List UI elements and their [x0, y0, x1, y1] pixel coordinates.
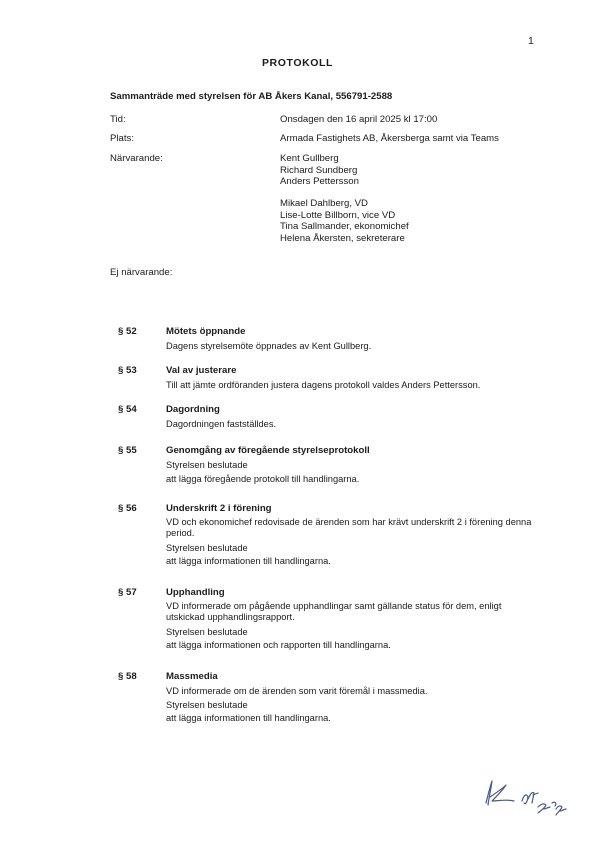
time-value: Onsdagen den 16 april 2025 kl 17:00: [280, 114, 438, 125]
section-line: Styrelsen beslutade: [166, 626, 248, 637]
section-line: VD informerade om de ärenden som varit föremål i massmedia.: [166, 686, 428, 696]
section-body: [166, 459, 538, 486]
section-number: § 55: [118, 445, 137, 456]
section-line: att lägga informationen till handlingarna.: [166, 556, 331, 566]
section-body: [166, 340, 538, 354]
section-line: att lägga föregående protokoll till handlingarna.: [166, 473, 360, 484]
section-body: [166, 379, 538, 393]
section-line: att lägga informationen till handlingarna.: [166, 713, 331, 723]
section-heading: Dagordning: [166, 404, 220, 415]
signature-initials: [478, 773, 588, 833]
place-value: Armada Fastighets AB, Åkersberga samt via Teams: [280, 133, 499, 144]
section-heading: Underskrift 2 i förening: [166, 503, 272, 514]
attendee-name: Kent Gullberg: [280, 153, 339, 164]
time-label: Tid:: [110, 114, 126, 125]
section-heading: Mötets öppnande: [166, 326, 246, 337]
section-number: § 57: [118, 587, 137, 598]
present-staff-list: [280, 198, 409, 244]
section-line: Dagordningen fastställdes.: [166, 419, 277, 429]
section-line: Till att jämte ordföranden justera dagens protokoll valdes Anders Pettersson.: [166, 380, 481, 390]
section-heading: Upphandling: [166, 587, 225, 598]
section-heading: Val av justerare: [166, 365, 237, 376]
absent-label: Ej närvarande:: [110, 267, 173, 278]
place-label: Plats:: [110, 133, 134, 144]
section-number: § 54: [118, 404, 137, 415]
attendee-name: Richard Sundberg: [280, 164, 358, 176]
attendee-name: Tina Sallmander, ekonomichef: [280, 221, 409, 233]
attendee-name: Anders Pettersson: [280, 176, 359, 188]
section-line: Styrelsen beslutade: [166, 460, 248, 470]
document-title: PROTOKOLL: [261, 57, 334, 69]
page-number: 1: [528, 35, 534, 47]
present-board-list: [280, 153, 359, 188]
section-number: § 52: [118, 326, 137, 337]
section-line: att lägga informationen och rapporten till handlingarna.: [166, 640, 391, 650]
section-line: Dagens styrelsemöte öppnades av Kent Gullberg.: [166, 341, 372, 351]
section-heading: Massmedia: [166, 671, 218, 682]
section-line: Styrelsen beslutade: [166, 699, 248, 710]
attendee-name: Helena Åkersten, sekreterare: [280, 232, 405, 244]
section-number: § 58: [118, 671, 137, 682]
present-label: Närvarande:: [110, 153, 163, 164]
section-body: [166, 685, 538, 726]
section-line: Styrelsen beslutade: [166, 542, 248, 553]
section-body: [166, 517, 538, 569]
attendee-name: Lise-Lotte Billborn, vice VD: [280, 209, 396, 221]
section-body: [166, 418, 538, 432]
attendee-name: Mikael Dahlberg, VD: [280, 198, 368, 209]
section-number: § 53: [118, 365, 137, 376]
section-body: [166, 601, 538, 653]
section-line: VD och ekonomichef redovisade de ärenden som har krävt underskrift 2 i förening denna period.: [166, 517, 532, 538]
meeting-subject: Sammanträde med styrelsen för AB Åkers Kanal, 556791-2588: [110, 91, 393, 102]
section-heading: Genomgång av föregående styrelseprotokoll: [166, 445, 370, 456]
section-number: § 56: [118, 503, 137, 514]
section-line: VD informerade om pågående upphandlingar samt gällande status för dem, enligt utskickad upphandlingsrapport.: [166, 601, 502, 622]
